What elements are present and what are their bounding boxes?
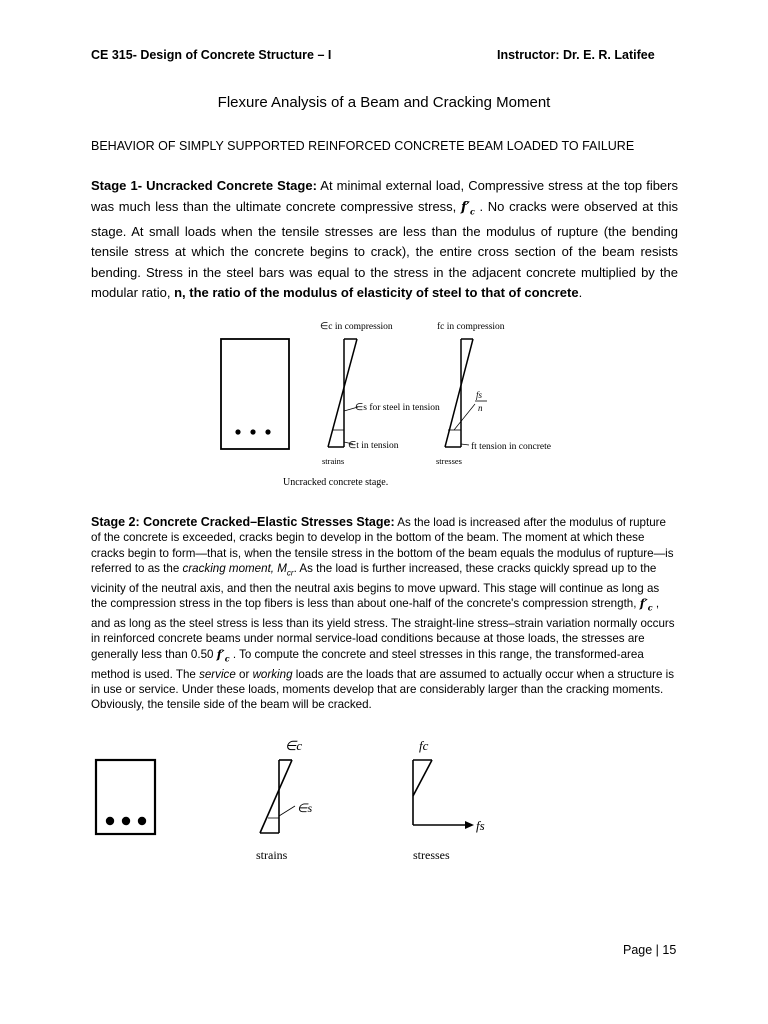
label-ec: ∈c — [285, 738, 303, 753]
figure-caption: Uncracked concrete stage. — [283, 477, 389, 488]
page-number: Page | 15 — [623, 943, 677, 957]
stage1-end: . — [578, 285, 583, 301]
label-et-tension: ∈t in tension — [348, 441, 399, 451]
label-ft-tension-concrete: ft tension in concrete — [471, 442, 551, 452]
stage2-text-6: loads are the loads that are assumed to actually occur when a structure is in use or service. Under these loads, moments develop that are considerably larger than the cracking moments. Obviously, the tensile side of the beam will be cracked. — [91, 667, 675, 712]
fc-symbol-sub: c — [647, 602, 653, 613]
stage1-text-a: At minimal external load, Compressive stress at the top fibers was much less than the ultimate concrete compressive stress, — [91, 178, 678, 214]
stage1-text-b: . No cracks were observed at this stage. At small loads when the tensile stresses are less than the modulus of rupture (the bending tensile stress at which the concrete begins to crack), the entire cross section of the beam resists bending. Stress in the steel bars was equal to the stress in the adjacent concrete multiplied by the modular ratio, — [91, 198, 678, 301]
label-ec-compression: ∈c in compression — [320, 322, 393, 332]
fc-symbol — [216, 646, 230, 664]
rebar-dot — [122, 817, 130, 825]
label-fs: fs — [476, 818, 485, 833]
stage1-paragraph — [91, 176, 678, 304]
label-fc: fc — [419, 738, 429, 753]
rebar-dot — [106, 817, 114, 825]
section-subheading: BEHAVIOR OF SIMPLY SUPPORTED REINFORCED CONCRETE BEAM LOADED TO FAILURE — [91, 139, 635, 153]
fc-symbol-f: f′ — [216, 646, 225, 661]
label-stresses: stresses — [436, 456, 462, 466]
stage2-text-3: , and as long as the steel stress is less than its yield stress. The straight-line stress–strain variation normally occurs in reinforced concrete beams under normal service-load conditions because at those loads, the stresses are generally less than 0.50 — [91, 597, 675, 661]
label-fs: fs — [476, 390, 483, 400]
stage2-paragraph — [91, 515, 678, 713]
cracked-stage-figure — [88, 730, 508, 870]
uncracked-stage-figure — [205, 312, 580, 497]
stage2-text-4: . To compute the concrete and steel stresses in this range, the transformed-area method is used. The — [91, 647, 644, 681]
fc-symbol — [639, 596, 653, 613]
cracking-moment-term: cracking moment, M — [182, 562, 287, 576]
label-strains: strains — [256, 848, 288, 862]
rebar-dot — [265, 429, 270, 434]
label-strains: strains — [322, 456, 345, 466]
stage2-text-2: . As the load is further increased, these cracks quickly spread up to the vicinity of the neutral axis, and then the neutral axis begins to move upward. This stage will continue as long as the compression stress in the top fibers is less than about one-half of the concrete's compression strength, — [91, 562, 660, 611]
rebar-dot — [138, 817, 146, 825]
label-stresses: stresses — [413, 848, 450, 862]
rebar-dot — [250, 429, 255, 434]
stress-diagram — [413, 760, 474, 829]
label-fc-compression: fc in compression — [437, 322, 505, 332]
cracking-moment-sub: cr — [286, 568, 294, 578]
strain-diagram — [328, 339, 358, 447]
instructor-name: Instructor: Dr. E. R. Latifee — [497, 48, 655, 62]
working-term: working — [252, 667, 293, 681]
course-title: CE 315- Design of Concrete Structure – I — [91, 48, 332, 62]
stress-diagram — [445, 339, 475, 447]
fc-symbol-f: f′ — [639, 596, 648, 611]
rebar-dot — [235, 429, 240, 434]
stage1-heading: Stage 1- Uncracked Concrete Stage: — [91, 178, 317, 193]
fc-symbol-sub: c — [469, 206, 475, 217]
stage1-bold-end: n, the ratio of the modulus of elasticity of steel to that of concrete — [174, 285, 579, 301]
stage2-text-1: As the load is increased after the modulus of rupture of the concrete is exceeded, cracks begin to develop in the bottom of the beam. The moment at which these cracks begin to form—that is, when the tensile stress in the bottom of the beam equals the modulus of rupture—is referred to as the — [91, 516, 674, 576]
page-title: Flexure Analysis of a Beam and Cracking Moment — [217, 94, 551, 111]
label-es: ∈s — [297, 801, 313, 815]
service-term: service — [199, 667, 236, 681]
strain-diagram — [260, 760, 295, 833]
stage2-text-5: or — [235, 667, 253, 681]
fc-symbol — [461, 200, 475, 215]
fc-symbol-sub: c — [224, 653, 230, 664]
stage2-heading: Stage 2: Concrete Cracked–Elastic Stresses Stage: — [91, 515, 395, 529]
label-n: n — [478, 403, 483, 413]
fc-symbol-f: f′ — [460, 199, 470, 215]
label-es-steel-tension: ∈s for steel in tension — [355, 403, 440, 413]
